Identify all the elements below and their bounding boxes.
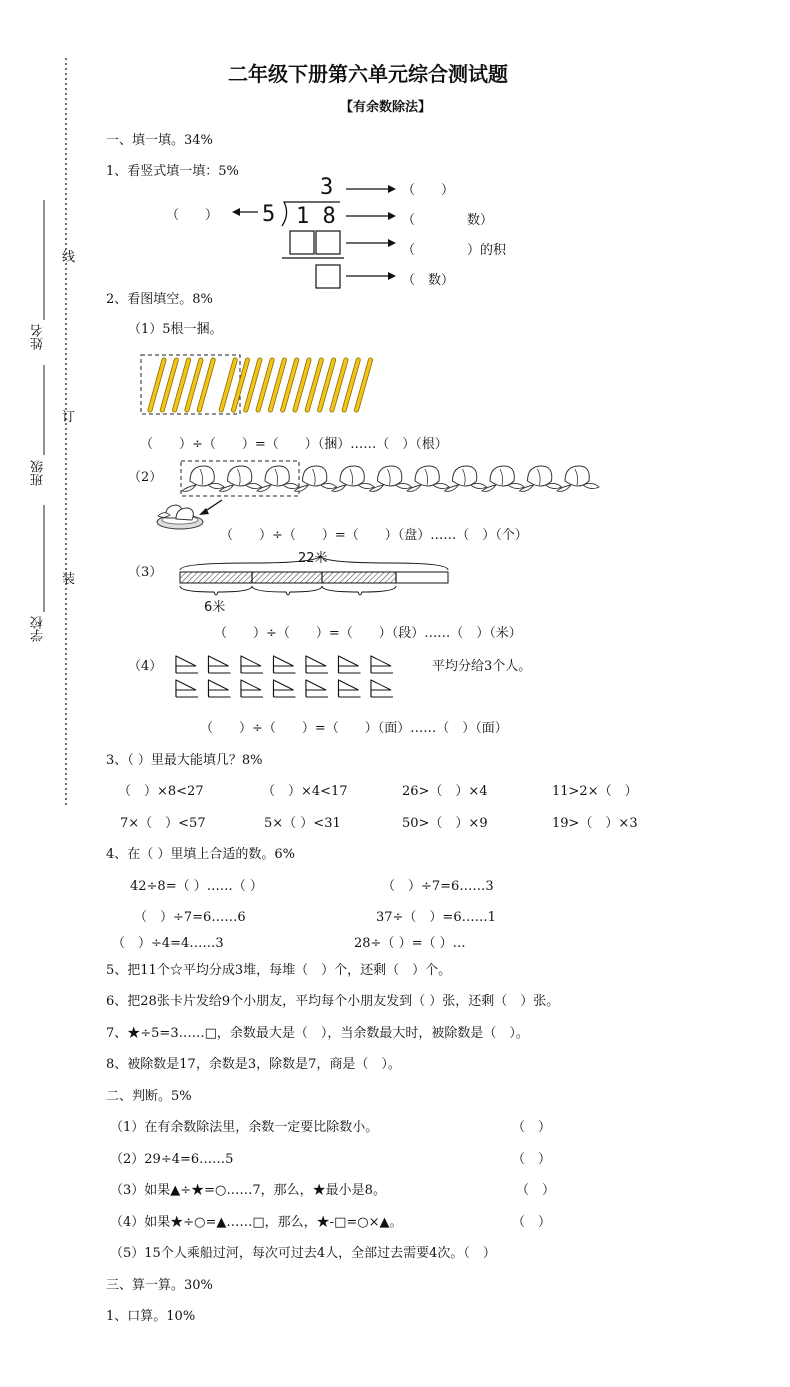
q2-p1-label: （1）5根一捆。 [128,322,223,337]
flag [274,656,296,673]
q1-label: 1、看竖式填一填：5% [106,164,239,179]
q3-r1-c3: 26>（ ）×4 [402,784,488,799]
judge-blank-4: （ ） [512,1215,552,1230]
q4-r1-c1: 42÷8=（ ）……（ ） [130,879,263,894]
q4-r2-c1: （ ）÷7=6……6 [134,910,246,925]
flag [371,656,393,673]
class-label: 班级 [31,460,46,486]
q4-r3-c1: （ ）÷4=4……3 [112,936,224,951]
flag [176,680,198,697]
section3-q1: 1、口算。10% [106,1309,196,1324]
q1-blank-product: （ ）的积 [402,243,507,258]
flag [306,680,328,697]
flag [306,656,328,673]
flag [241,680,263,697]
q3-r1-c2: （ ）×4<17 [262,784,348,799]
flag [176,656,198,673]
section2-heading: 二、判断。5% [106,1089,192,1104]
section3-heading: 三、算一算。30% [106,1278,213,1293]
q2-p2-equation: （ ）÷（ ）=（ ）（盘）……（ ）（个） [220,528,528,543]
dividend-digits: 1 8 [296,204,336,229]
q7-text: 7、★÷5=3……□，余数最大是（ ），当余数最大时，被除数是（ ）。 [106,1026,529,1041]
q1-blank-remainder: （ 数） [402,273,455,288]
flag [339,656,361,673]
rope-total-label: 22米 [298,551,328,566]
binding-line-char: 线 [62,250,76,265]
q3-r2-c3: 50>（ ）×9 [402,816,488,831]
flag [274,680,296,697]
q2-p3-equation: （ ）÷（ ）=（ ）（段）……（ ）（米） [214,626,522,641]
q2-p4-text: 平均分给3个人。 [432,659,532,674]
q3-r2-c1: 7×（ ）<57 [120,816,206,831]
q4-r3-c2: 28÷（ ）=（ ）… [354,936,466,951]
judge-blank-2: （ ） [512,1152,552,1167]
flag [209,680,231,697]
q4-r2-c2: 37÷（ ）=6……1 [376,910,496,925]
q4-label: 4、在（ ）里填上合适的数。6% [106,847,296,862]
page-title: 二年级下册第六单元综合测试题 [228,62,508,86]
judge-blank-1: （ ） [512,1120,552,1135]
q3-r1-c4: 11>2×（ ） [552,784,638,799]
q2-p1-equation: （ ）÷（ ）=（ ）（捆）……（ ）（根） [140,437,448,452]
q3-r2-c2: 5×（ ）<31 [264,816,341,831]
judge-item-3: （3）如果▲÷★=○……7，那么，★最小是8。 [110,1183,386,1198]
flag [209,656,231,673]
flag [339,680,361,697]
divisor-digit: 5 [262,202,276,227]
school-label: 学校 [31,616,46,642]
binding-zhuang-char: 装 [62,572,76,587]
rope-part-label: 6米 [204,600,226,615]
flag [371,680,393,697]
q2-p3-label: （3） [128,565,163,580]
judge-item-5: （5）15个人乘船过河，每次可过去4人，全部过去需要4次。（ ） [110,1246,496,1261]
q2-p2-label: （2） [128,470,163,485]
judge-item-4: （4）如果★÷○=▲……□，那么，★-□=○×▲。 [110,1215,403,1230]
quotient-digit: 3 [320,175,334,200]
name-label: 姓名 [31,324,46,350]
judge-item-2: （2）29÷4=6……5 [110,1152,234,1167]
binding-ding-char: 订 [62,410,76,425]
q2-p4-equation: （ ）÷（ ）=（ ）（面）……（ ）（面） [200,721,508,736]
q3-label: 3、（ ）里最大能填几？8% [106,753,263,768]
page-subtitle: 【有余数除法】 [340,100,432,115]
q5-text: 5、把11个☆平均分成3堆，每堆（ ）个，还剩（ ）个。 [106,963,452,978]
q6-text: 6、把28张卡片发给9个小朋友，平均每个小朋友发到（ ）张，还剩（ ）张。 [106,994,560,1009]
q2-p4-label: （4） [128,659,163,674]
judge-blank-3: （ ） [516,1183,556,1198]
q8-text: 8、被除数是17，余数是3，除数是7，商是（ ）。 [106,1057,401,1072]
section1-heading: 一、填一填。34% [106,133,213,148]
q1-blank-dividend: （ 数） [402,213,494,228]
q4-r1-c2: （ ）÷7=6……3 [382,879,494,894]
q1-left-blank: （ ） [166,208,219,223]
flag [241,656,263,673]
q1-blank-quotient: （ ） [402,183,455,198]
q3-r2-c4: 19>（ ）×3 [552,816,638,831]
q2-label: 2、看图填空。8% [106,292,213,307]
judge-item-1: （1）在有余数除法里，余数一定要比除数小。 [110,1120,379,1135]
q3-r1-c1: （ ）×8<27 [118,784,204,799]
